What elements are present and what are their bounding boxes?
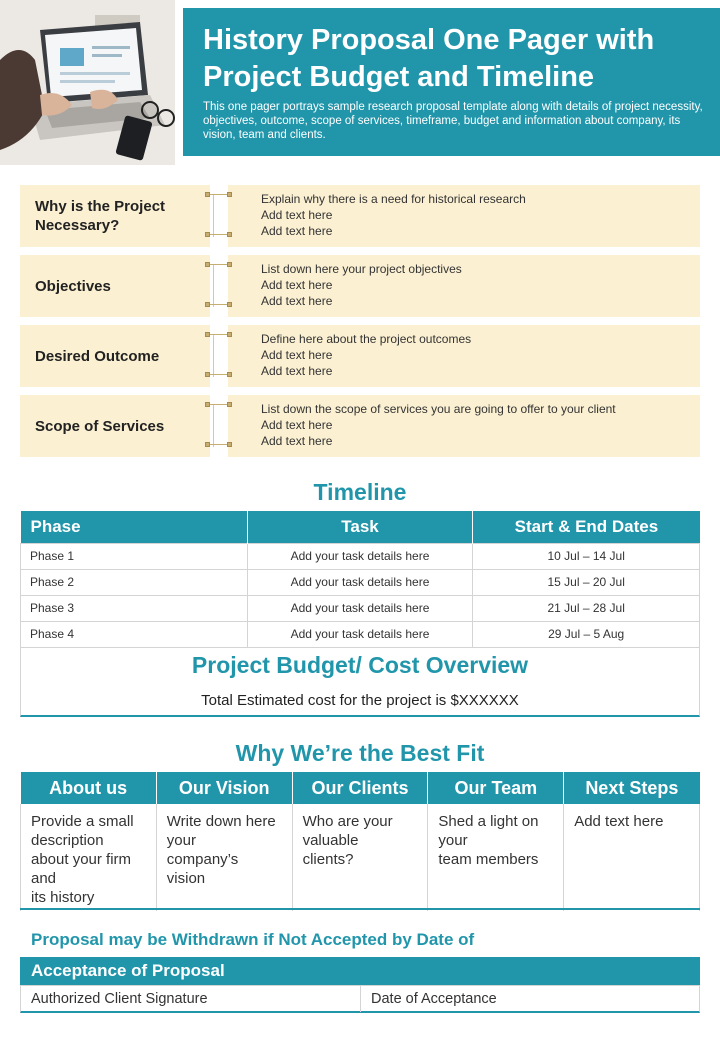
cell-line: valuable bbox=[302, 832, 359, 849]
budget-box bbox=[20, 646, 700, 717]
table-cell: 10 Jul – 14 Jul bbox=[473, 543, 700, 569]
info-line: Add text here bbox=[261, 418, 333, 432]
proposal-row bbox=[20, 985, 700, 1013]
table-cell bbox=[156, 804, 292, 911]
info-row-scope bbox=[20, 395, 700, 457]
table-cell: Phase 2 bbox=[21, 569, 248, 595]
page-title: History Proposal One Pager with Project Budget and Timeline bbox=[203, 24, 655, 93]
cell-line: Write down here bbox=[166, 813, 276, 830]
connector-tick bbox=[210, 194, 228, 195]
info-row-label: Why is the Project Necessary? bbox=[20, 185, 210, 247]
cell-line: description bbox=[31, 832, 104, 849]
column-header: About us bbox=[21, 772, 157, 804]
laptop-photo-illustration bbox=[0, 0, 175, 165]
connector-tick bbox=[210, 444, 228, 445]
budget-title: Project Budget/ Cost Overview bbox=[191, 652, 529, 678]
info-line: Add text here bbox=[261, 364, 333, 378]
table-cell: Add your task details here bbox=[247, 621, 473, 647]
cell-line: team members bbox=[438, 851, 539, 868]
column-header: Task bbox=[247, 511, 473, 543]
connector-tick bbox=[210, 264, 228, 265]
connector-line bbox=[213, 265, 214, 307]
table-row bbox=[21, 543, 700, 569]
info-row-objectives bbox=[20, 255, 700, 317]
table-cell: 15 Jul – 20 Jul bbox=[473, 569, 700, 595]
column-header: Next Steps bbox=[564, 772, 700, 804]
cell-line: clients? bbox=[302, 851, 354, 868]
signature-field[interactable]: Authorized Client Signature bbox=[21, 986, 361, 1012]
info-line: Add text here bbox=[261, 224, 333, 238]
info-row-label: Scope of Services bbox=[20, 395, 210, 457]
info-row-content bbox=[228, 255, 700, 317]
table-row bbox=[21, 621, 700, 647]
connector-dot bbox=[227, 442, 232, 447]
header-banner bbox=[183, 8, 720, 156]
divider bbox=[20, 908, 700, 910]
cell-line: Provide a small bbox=[31, 813, 134, 830]
table-cell bbox=[428, 804, 564, 911]
info-line: Add text here bbox=[261, 348, 333, 362]
connector-line bbox=[213, 195, 214, 237]
connector-tick bbox=[210, 404, 228, 405]
best-fit-table bbox=[20, 772, 700, 911]
info-line: Add text here bbox=[261, 294, 333, 308]
proposal-bar: Acceptance of Proposal bbox=[20, 957, 700, 985]
table-header-row bbox=[21, 511, 700, 543]
column-header: Phase bbox=[21, 511, 248, 543]
connector-tick bbox=[210, 374, 228, 375]
column-header: Start & End Dates bbox=[473, 511, 700, 543]
column-header: Our Vision bbox=[156, 772, 292, 804]
proposal-title: Proposal may be Withdrawn if Not Accepted by Date of bbox=[31, 930, 475, 949]
best-fit-title: Why We’re the Best Fit bbox=[235, 740, 485, 766]
table-cell: Phase 4 bbox=[21, 621, 248, 647]
info-row-content bbox=[228, 325, 700, 387]
connector-line bbox=[213, 405, 214, 447]
info-row-label: Objectives bbox=[20, 255, 210, 317]
cell-line: company’s bbox=[166, 851, 239, 868]
table-cell bbox=[292, 804, 428, 911]
connector-dot bbox=[227, 262, 232, 267]
cell-line: Add text here bbox=[574, 813, 664, 830]
cell-line: your bbox=[166, 832, 196, 849]
info-line: Define here about the project outcomes bbox=[261, 332, 472, 346]
info-row-content bbox=[228, 185, 700, 247]
info-line: Explain why there is a need for historical research bbox=[261, 192, 526, 206]
table-cell: Add your task details here bbox=[247, 569, 473, 595]
connector-tick bbox=[210, 304, 228, 305]
column-header: Our Team bbox=[428, 772, 564, 804]
table-row bbox=[21, 595, 700, 621]
table-cell: Add your task details here bbox=[247, 543, 473, 569]
connector-dot bbox=[227, 372, 232, 377]
info-line: List down here your project objectives bbox=[261, 262, 462, 276]
table-row bbox=[21, 569, 700, 595]
table-cell: 29 Jul – 5 Aug bbox=[473, 621, 700, 647]
table-row bbox=[21, 804, 700, 911]
table-cell bbox=[564, 804, 700, 911]
info-row-label: Desired Outcome bbox=[20, 325, 210, 387]
acceptance-date-field[interactable]: Date of Acceptance bbox=[371, 991, 497, 1007]
table-header-row bbox=[21, 772, 700, 804]
connector-tick bbox=[210, 334, 228, 335]
info-row-necessity bbox=[20, 185, 700, 247]
table-cell: Add your task details here bbox=[247, 595, 473, 621]
info-row-content bbox=[228, 395, 700, 457]
info-line: List down the scope of services you are going to offer to your client bbox=[261, 402, 616, 416]
budget-text: Total Estimated cost for the project is $XXXXXX bbox=[201, 692, 519, 709]
connector-line bbox=[213, 335, 214, 377]
cell-line: vision bbox=[166, 870, 206, 887]
info-line: Add text here bbox=[261, 278, 333, 292]
table-cell: Phase 3 bbox=[21, 595, 248, 621]
connector-dot bbox=[227, 302, 232, 307]
connector-dot bbox=[227, 402, 232, 407]
timeline-title: Timeline bbox=[313, 479, 407, 505]
cell-line: about your firm bbox=[31, 851, 132, 868]
cell-line: its history bbox=[31, 889, 95, 906]
connector-dot bbox=[227, 232, 232, 237]
page-subtitle: This one pager portrays sample research proposal template along with details of project necessity, objectives, outcome, scope of services, timeframe, budget and information about company, its vision, team and clients. bbox=[203, 101, 703, 141]
cell-line: and bbox=[31, 870, 57, 887]
cell-line: Shed a light on bbox=[438, 813, 539, 830]
info-line: Add text here bbox=[261, 208, 333, 222]
connector-tick bbox=[210, 234, 228, 235]
cell-line: your bbox=[438, 832, 468, 849]
info-row-outcome bbox=[20, 325, 700, 387]
connector-dot bbox=[227, 332, 232, 337]
info-line: Add text here bbox=[261, 434, 333, 448]
table-cell bbox=[21, 804, 157, 911]
timeline-table bbox=[20, 511, 700, 648]
connector-dot bbox=[227, 192, 232, 197]
header-photo bbox=[0, 0, 175, 165]
column-header: Our Clients bbox=[292, 772, 428, 804]
cell-line: Who are your bbox=[302, 813, 393, 830]
table-cell: 21 Jul – 28 Jul bbox=[473, 595, 700, 621]
table-cell: Phase 1 bbox=[21, 543, 248, 569]
